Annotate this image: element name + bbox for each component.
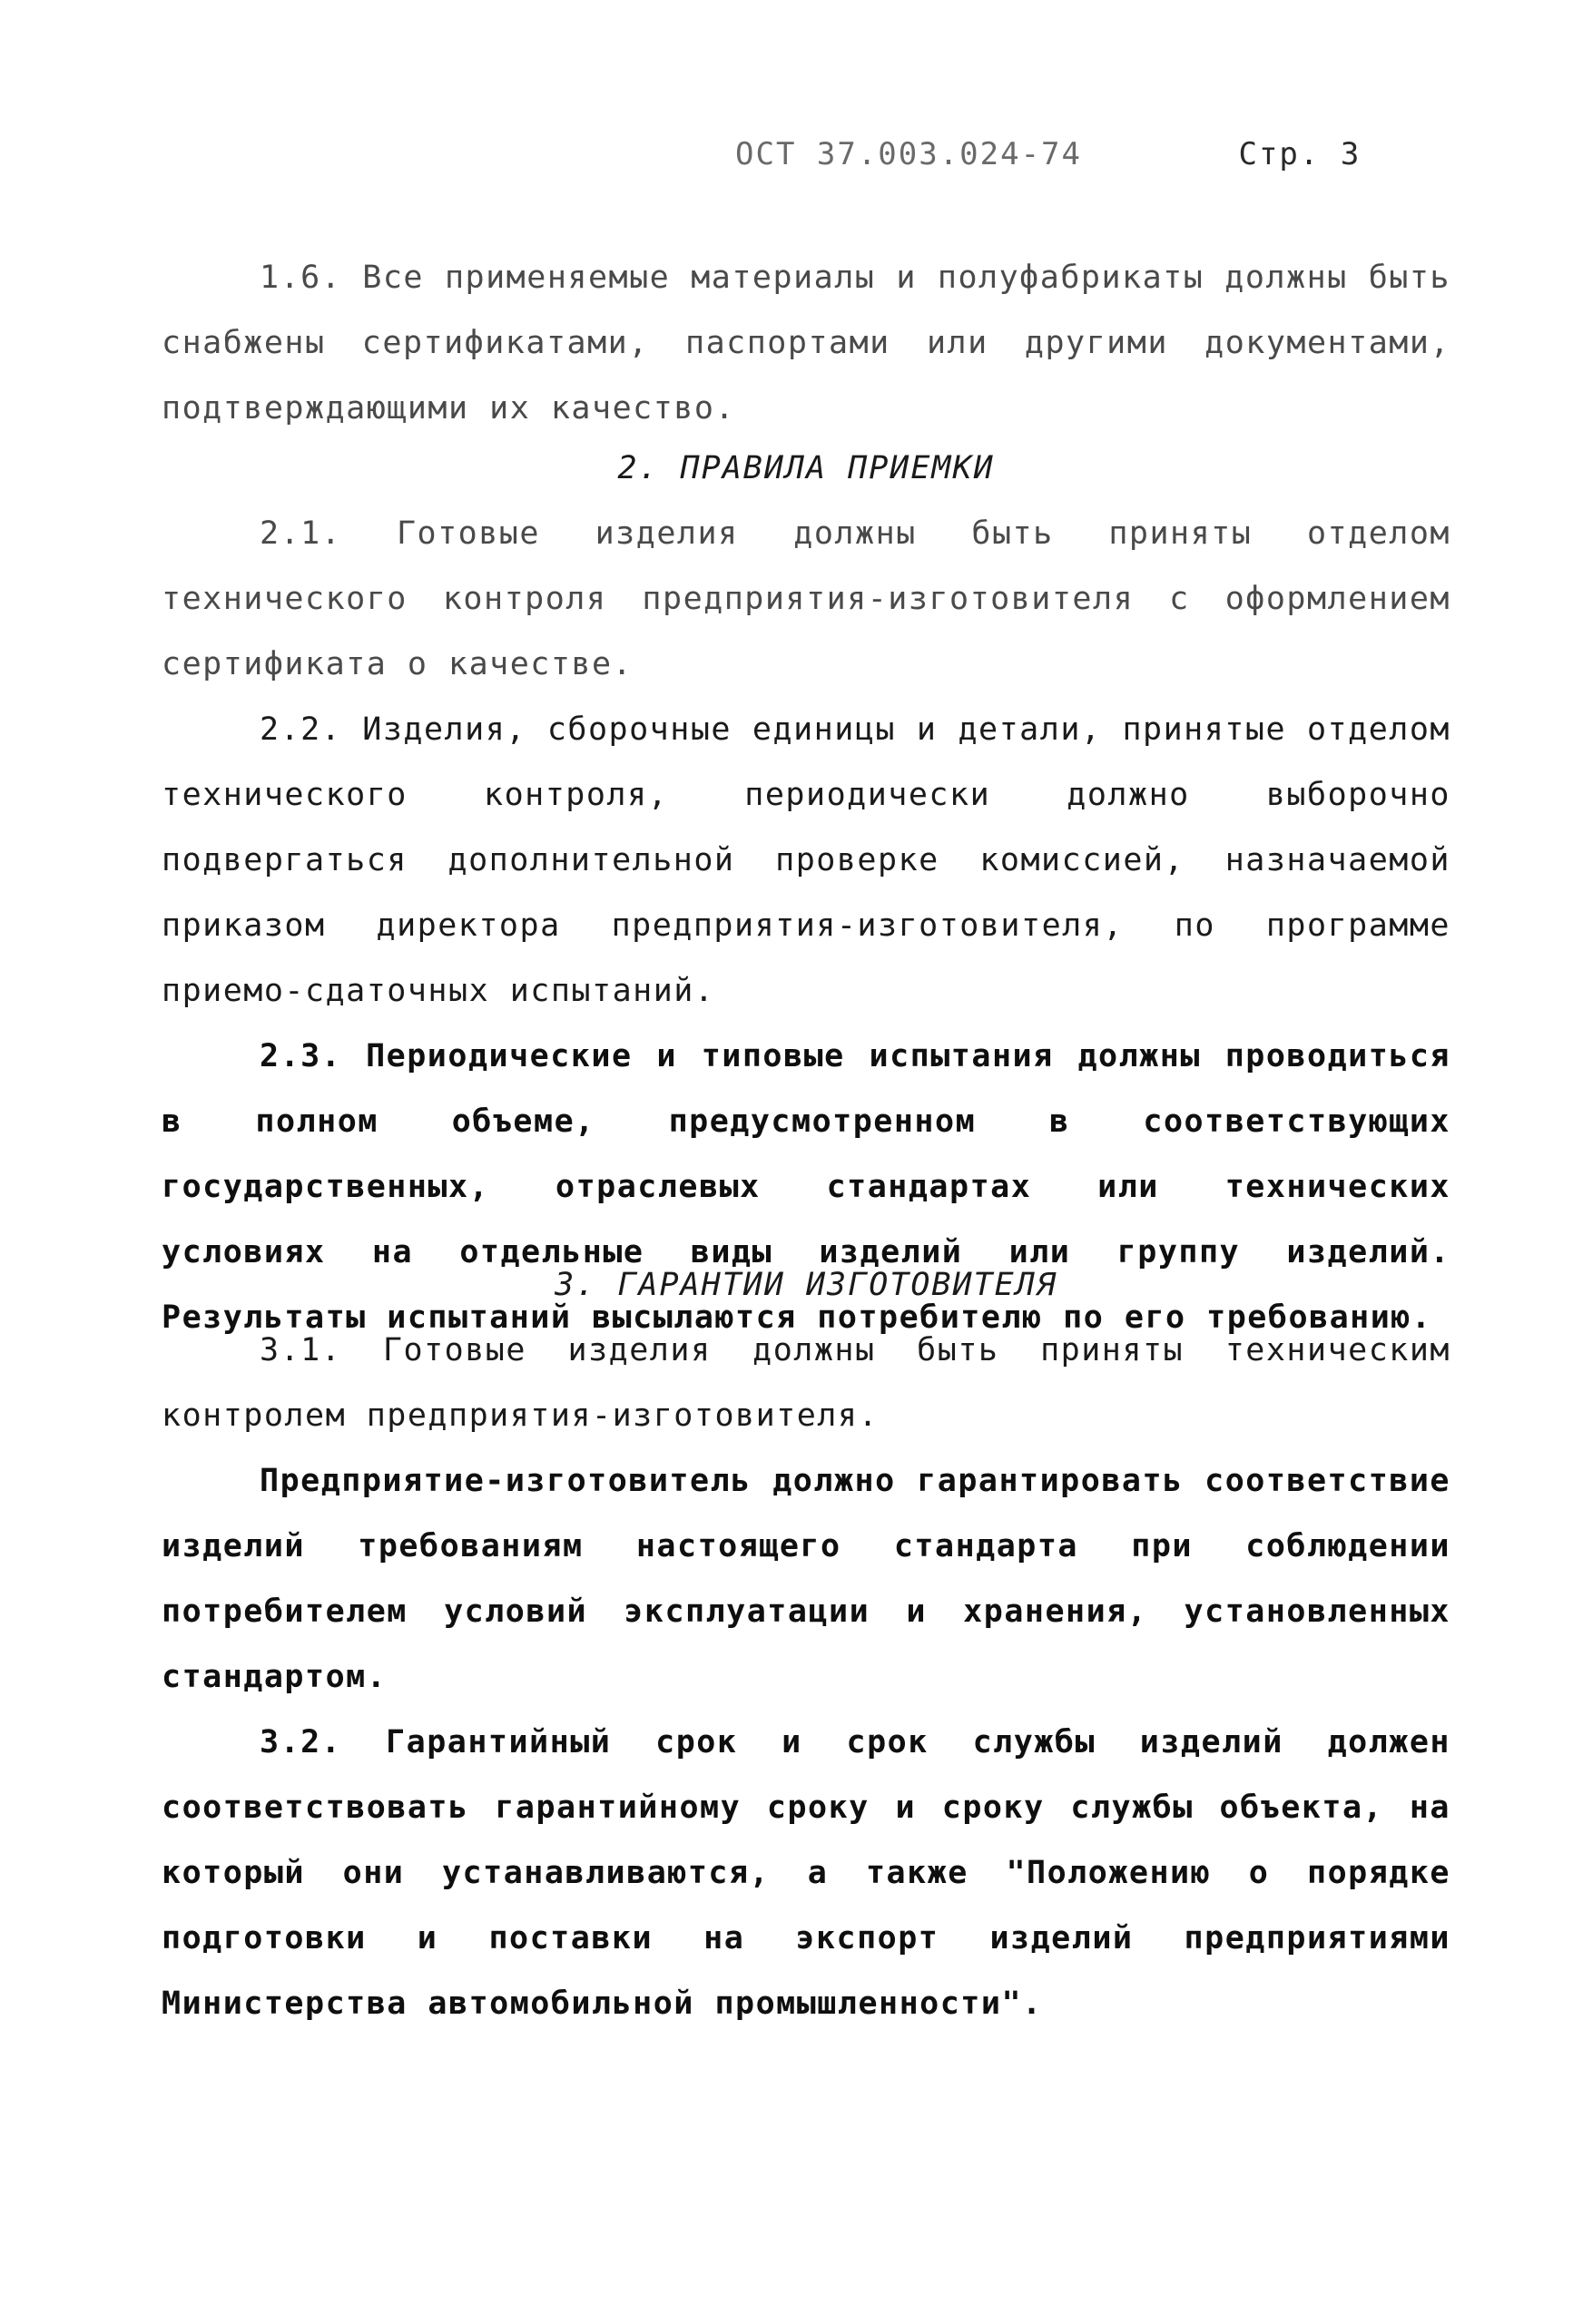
page-number: Стр. 3: [1238, 136, 1362, 172]
page-header: [735, 136, 1361, 172]
paragraph-3-1: 3.1. Готовые изделия должны быть приняты техническим контролем предприятия-изготовителя.: [162, 1332, 1450, 1434]
section-2: [162, 436, 1450, 1350]
paragraph-3-1-b: Предприятие-изготовитель должно гарантировать соответствие изделий требованиям настоящего стандарта при соблюдении потребителем условий эксплуатации и хранения, установленных стандартом.: [162, 1463, 1450, 1695]
paragraph-2-1: 2.1. Готовые изделия должны быть приняты отделом технического контроля предприятия-изготовителя с оформлением сертификата о качестве.: [162, 515, 1450, 682]
paragraph-2-3: 2.3. Периодические и типовые испытания должны проводиться в полном объеме, предусмотренном в соответствующих государственных, отраслевых стандартах или технических условиях на отдельные виды изделий или группу изделий. Результаты испытаний высылаются потребителю по его требованию.: [162, 1038, 1450, 1336]
standard-code: ОСТ 37.003.024-74: [735, 136, 1082, 172]
paragraph-2-2: 2.2. Изделия, сборочные единицы и детали, принятые отделом технического контроля, периодически должно выборочно подвергаться дополнительной проверке комиссией, назначаемой приказом директора предприятия-изготовителя, по программе приемо-сдаточных испытаний.: [162, 711, 1450, 1009]
paragraph-1-6: 1.6. Все применяемые материалы и полуфабрикаты должны быть снабжены сертификатами, паспортами или другими документами, подтверждающими их качество.: [162, 260, 1450, 427]
section-1-tail: [162, 245, 1450, 441]
section-2-title: 2. ПРАВИЛА ПРИЕМКИ: [617, 450, 995, 486]
paragraph-3-2: 3.2. Гарантийный срок и срок службы изделий должен соответствовать гарантийному сроку и сроку службы объекта, на который они устанавливаются, а также "Положению о порядке подготовки и поставки на экспорт изделий предприятиями Министерства автомобильной промышленности".: [162, 1724, 1450, 2022]
section-3: [162, 1252, 1450, 2036]
section-3-title: 3. ГАРАНТИИ ИЗГОТОВИТЕЛЯ: [555, 1267, 1057, 1303]
